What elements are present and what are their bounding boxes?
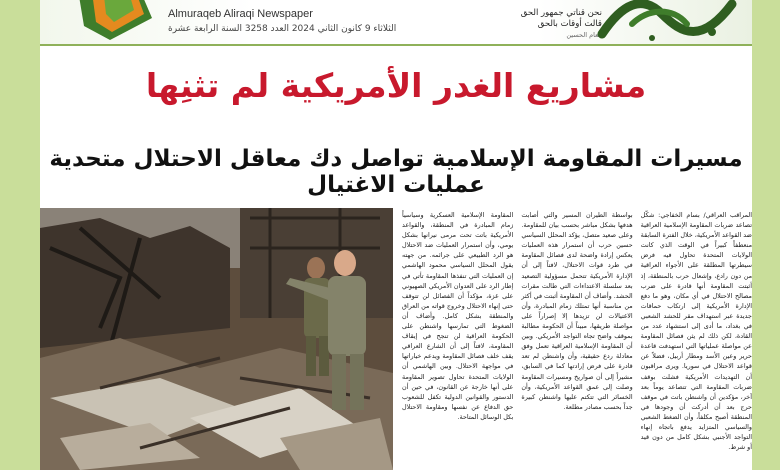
newspaper-page [40,0,752,470]
newspaper-logo-icon [70,0,160,42]
brand-calligraphy-logo-icon [592,0,742,44]
main-headline: مشاريع الغدر الأمريكية لم تثنِها [145,66,647,105]
news-photo [40,208,393,470]
motto-line-1: نحن قناتي جمهور الحق [520,8,602,18]
article-columns [402,210,752,470]
article-column-right: المراقب العراقي/ بسام الخفاجي: شكّل تصاعد ضربات المقاومة الإسلامية العراقية ضد القواعد الأمريكية، خلال الفترة السابقة منعطفاً كبيراً في الوقت الذي كانت الولايات المتحدة تحاول فيه فرض سيطرتها المطلقة على الأجواء العراقية من دون رادع، وإشعال حرب بالمنطقة، إذ أثبتت المقاومة أنها قادرة على ضرب مصالح الاحتلال في أي مكان، وهو ما دفع الإدارة الأمريكية إلى ارتكاب حماقات جديدة عبر استهداف مقر للحشد الشعبي في بغداد، ما أدى إلى استشهاد عدد من القادة، لكن ذلك لم يثن فصائل المقاومة عن مواصلة عملياتها التي استهدفت قاعدة حرير وعين الأسد ومطار أربيل، فضلاً عن قواعد الاحتلال في سوريا. ويرى مراقبون أن التهديدات الأمريكية فشلت بوقف ضربات المقاومة التي تتصاعد يوماً بعد آخر، مؤكدين أن واشنطن باتت في موقف حرج بعد أن أدركت أن وجودها في المنطقة أصبح مكلفاً، وأن الضغط الشعبي والسياسي المتزايد يدفع باتجاه إنهاء التواجد الأجنبي بشكل كامل من دون قيد أو شرط. [640,211,752,452]
soldiers-in-rubble-photo-icon [40,208,393,470]
issue-date-line: الثلاثاء 9 كانون الثاني 2024 العدد 3258 السنة الرابعة عشرة [168,24,397,34]
paper-name-english: Almuraqeb Aliraqi Newspaper [168,8,313,20]
sub-headline: مسيرات المقاومة الإسلامية تواصل دك معاقل الاحتلال متحدية عمليات الاغتيال [49,146,743,198]
motto-line-2: قالت أوقات بالحق [537,19,602,29]
article-column-middle: بواسطة الطيران المسير والتي أصابت هدفها بشكل مباشر بحسب بيان للمقاومة. وعلى صعيد متصل، يؤكد المحلل السياسي حسين حرب أن استمرار هذه العمليات يعكس إرادة واضحة لدى فصائل المقاومة في طرد قوات الاحتلال، لافتاً إلى أن الإدارة الأمريكية تتحمل مسؤولية التصعيد بعد سلسلة الاعتداءات التي طالت مقرات الحشد. وأضاف أن المقاومة أثبتت في أكثر من مناسبة أنها تمتلك زمام المبادرة، وأن الاغتيالات لن تزيدها إلا إصراراً على مواصلة طريقها، مبيناً أن الحكومة مطالبة بموقف واضح تجاه التواجد الأمريكي. وبين أن المقاومة الإسلامية العراقية تعمل وفق معادلة ردع حقيقية، وأن واشنطن لم تعد قادرة على فرض إرادتها كما في السابق، مشيراً إلى أن صواريخ ومسيرات المقاومة وصلت إلى عمق القواعد الأمريكية، وأن الخسائر التي تتكتم عليها واشنطن كبيرة جداً بحسب مصادر مطلعة. [521,211,633,411]
masthead-motto [492,8,602,41]
masthead [40,0,752,46]
motto-editor: العام الحسين [566,31,602,39]
article-column-left: المقاومة الإسلامية العسكرية وسياسياً زمام المبادرة في المنطقة، والقواعد الأمريكية باتت تحت مرمى نيرانها بشكل يومي، وأن استمرار العمليات ضد الاحتلال هو الرد الطبيعي على جرائمه. من جهته يقول المحلل السياسي محمود الهاشمي إن العمليات التي تنفذها المقاومة تأتي في إطار الرد على العدوان الأمريكي الصهيوني على غزة، مؤكداً أن الفصائل لن تتوقف حتى إنهاء الاحتلال وخروج قواته من العراق والمنطقة بشكل كامل. وأضاف أن الضغوط التي تمارسها واشنطن على الحكومة العراقية لن تنجح في إيقاف المقاومة، لافتاً إلى أن الشارع العراقي يقف خلف فصائل المقاومة ويدعم خياراتها في مواجهة الاحتلال. وبين الهاشمي أن الولايات المتحدة تحاول تصوير المقاومة على أنها خارجة عن القانون، في حين أن الدستور والقوانين الدولية تكفل للشعوب حق الدفاع عن نفسها ومقاومة الاحتلال بكل الوسائل المتاحة. [402,211,514,421]
